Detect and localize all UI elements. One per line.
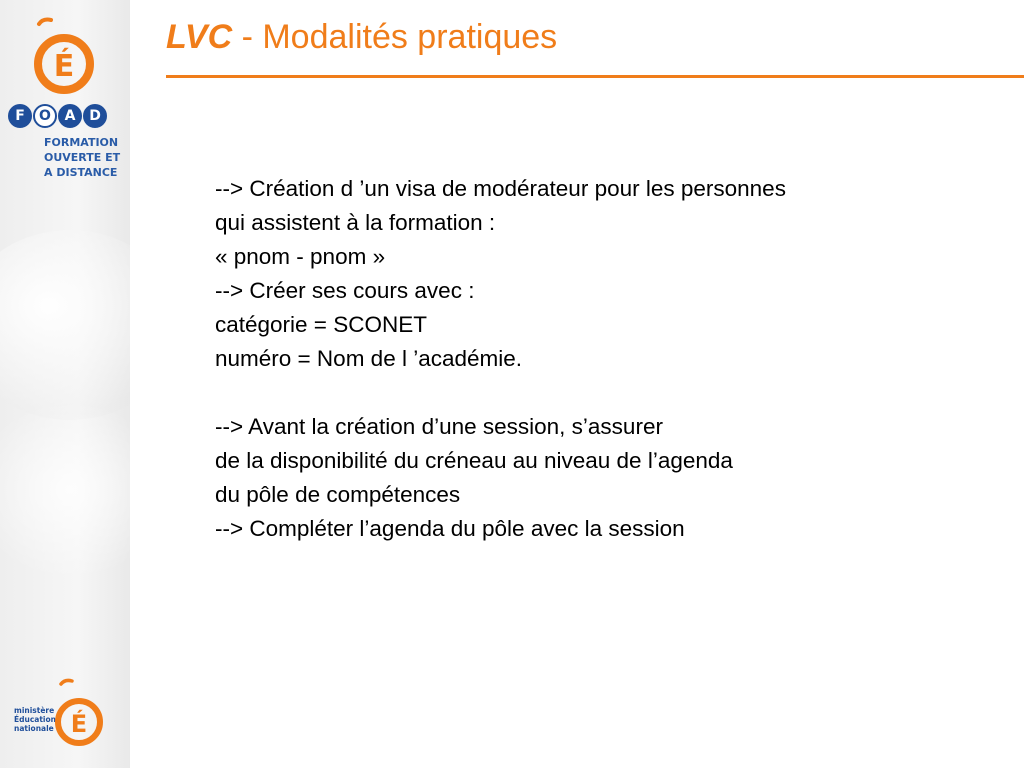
slide-title-bold: LVC [166,18,233,56]
body-line: --> Créer ses cours avec : [215,278,475,303]
foad-logo [8,104,107,128]
foad-subtitle-line: A DISTANCE [44,166,118,179]
foad-letter: O [33,104,57,128]
ministere-line: nationale [14,724,54,733]
logo-letter: É [70,710,88,738]
ministere-line: ministère [14,706,55,715]
slide-title [166,18,557,57]
background-shade [0,400,130,580]
body-line: catégorie = SCONET [215,312,427,337]
body-line: numéro = Nom de l ’académie. [215,346,523,371]
body-line: --> Avant la création d’une session, s’assurer [215,414,663,439]
foad-subtitle [44,135,120,180]
body-line: du pôle de compétences [215,482,461,507]
slide-body [215,172,1005,546]
background-shade [0,230,130,420]
body-line [215,376,1005,410]
body-line: --> Création d ’un visa de modérateur pour les personnes [215,176,786,201]
sidebar-decoration [0,0,130,768]
education-e-logo [29,16,99,94]
body-line: --> Compléter l’agenda du pôle avec la session [215,516,685,541]
slide-title-rest: - Modalités pratiques [232,18,558,56]
body-line: « pnom - pnom » [215,244,386,269]
logo-letter: É [53,49,75,84]
ministere-line: Éducation [14,715,56,724]
foad-subtitle-line: FORMATION [44,136,119,149]
body-line: qui assistent à la formation : [215,210,496,235]
foad-subtitle-line: OUVERTE ET [44,151,121,164]
foad-letter: F [8,104,32,128]
foad-letter: A [58,104,82,128]
body-line: de la disponibilité du créneau au niveau de l’agenda [215,448,733,473]
title-underline [166,75,1024,78]
foad-letter: D [83,104,107,128]
ministere-e-logo [47,678,105,748]
